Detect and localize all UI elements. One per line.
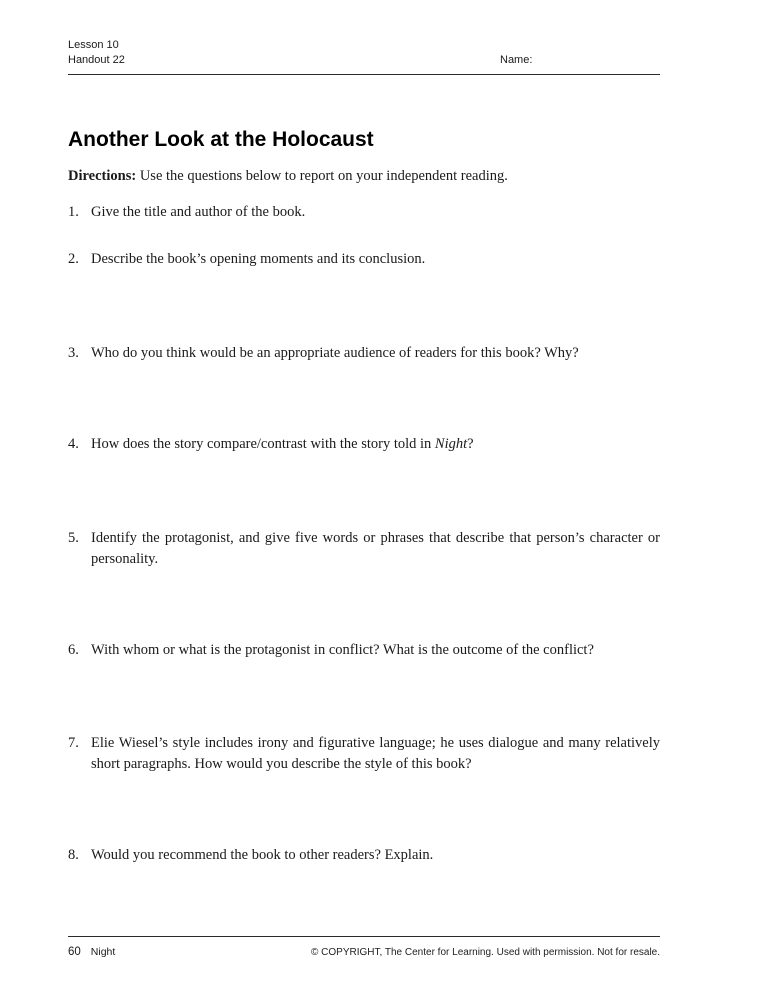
question-text: Identify the protagonist, and give five words or phrases that describe that person’s character or personality.: [91, 530, 660, 568]
directions-label: Directions:: [68, 168, 137, 185]
worksheet-content: [68, 128, 660, 866]
question-text: Elie Wiesel’s style includes irony and figurative language; he uses dialogue and many relatively short paragraphs. How would you describe the style of this book?: [91, 735, 660, 773]
question-item: [68, 640, 660, 661]
question-number: 3.: [68, 345, 79, 362]
question-text: Would you recommend the book to other readers? Explain.: [91, 847, 434, 864]
question-item: [68, 528, 660, 570]
question-item: [68, 434, 660, 455]
question-number: 8.: [68, 847, 79, 864]
footer-left: [68, 946, 115, 958]
question-text: Describe the book’s opening moments and its conclusion.: [91, 251, 426, 268]
question-item: [68, 343, 660, 364]
lesson-label: Lesson 10: [68, 39, 119, 51]
question-text: Give the title and author of the book.: [91, 204, 306, 221]
question-item: [68, 845, 660, 866]
page-title: Another Look at the Holocaust: [68, 128, 374, 151]
directions: [68, 166, 660, 186]
question-number: 6.: [68, 642, 79, 659]
question-number: 1.: [68, 204, 79, 221]
question-text-pre: How does the story compare/contrast with the story told in: [91, 436, 435, 453]
footer-rule: [68, 936, 660, 937]
question-item: [68, 733, 660, 775]
question-number: 4.: [68, 436, 79, 453]
question-text-post: ?: [467, 436, 474, 453]
question-number: 5.: [68, 530, 79, 547]
question-item: [68, 249, 660, 270]
question-item: [68, 202, 660, 223]
question-number: 2.: [68, 251, 79, 268]
question-number: 7.: [68, 735, 79, 752]
page-header: [68, 38, 660, 68]
question-text: [91, 434, 660, 455]
question-list: [68, 202, 660, 866]
header-rule: [68, 74, 660, 75]
book-title-italic: Night: [434, 436, 468, 453]
question-text: With whom or what is the protagonist in conflict? What is the outcome of the conflict?: [91, 642, 594, 659]
name-label: Name:: [500, 54, 533, 66]
footer-page-number: 60: [68, 946, 81, 958]
page-footer: [68, 936, 660, 958]
handout-label: Handout 22: [68, 54, 125, 66]
question-text: Who do you think would be an appropriate audience of readers for this book? Why?: [91, 345, 579, 362]
footer-book-title: Night: [90, 946, 116, 958]
directions-text: Use the questions below to report on your independent reading.: [136, 168, 508, 185]
footer-copyright: © COPYRIGHT, The Center for Learning. Used with permission. Not for resale.: [311, 947, 660, 958]
